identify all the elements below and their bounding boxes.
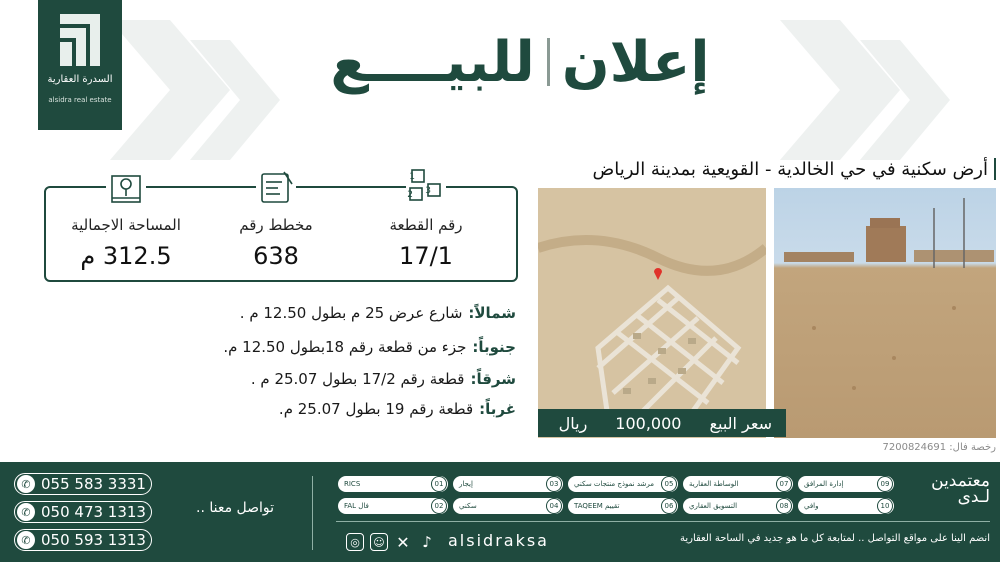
- phone-number: 050 593 1313: [41, 531, 146, 549]
- title-part-2: للبيــــع: [330, 29, 535, 95]
- badge-10: [798, 498, 894, 514]
- instagram-icon[interactable]: ◎: [346, 533, 364, 551]
- whatsapp-icon: ✆: [17, 475, 35, 493]
- footer-hline: [336, 521, 990, 522]
- badge-number: 06: [661, 498, 677, 514]
- title-marker: [994, 158, 996, 180]
- badge-06: [568, 498, 678, 514]
- badge-name: فال FAL: [344, 502, 369, 510]
- boundary-east: [251, 370, 516, 388]
- badge-name: تقييم TAQEEM: [574, 502, 620, 510]
- info-value: 17/1: [399, 242, 453, 270]
- badge-09: [798, 476, 894, 492]
- badge-05: [568, 476, 678, 492]
- badge-number: 04: [546, 498, 562, 514]
- badge-03: [453, 476, 563, 492]
- svg-text:3: 3: [425, 186, 431, 196]
- price-currency: ريال: [558, 413, 588, 433]
- badge-name: RICS: [344, 480, 361, 488]
- boundary-direction: غرباً:: [479, 400, 516, 418]
- info-plot-number: [356, 172, 496, 280]
- property-title: [520, 155, 996, 183]
- info-label: المساحة الاجمالية: [71, 216, 181, 234]
- svg-text:1: 1: [409, 172, 415, 182]
- badge-name: إيجار: [459, 480, 473, 488]
- badge-number: 03: [546, 476, 562, 492]
- boundary-south: [223, 338, 516, 356]
- title-part-1: إعلان: [561, 29, 710, 95]
- property-info-box: [44, 172, 518, 282]
- price-label: سعر البيع: [709, 413, 772, 433]
- info-value: 638: [253, 242, 299, 270]
- license-number: رخصة فال: 7200824691: [882, 442, 996, 453]
- whatsapp-icon: ✆: [17, 503, 35, 521]
- phone-1[interactable]: [14, 473, 152, 495]
- badge-name: التسويق العقاري: [689, 502, 738, 510]
- svg-text:2: 2: [407, 190, 413, 200]
- property-title-text: أرض سكنية في حي الخالدية - القويعية بمدينة الرياض: [592, 158, 988, 180]
- phone-2[interactable]: [14, 501, 152, 523]
- badge-name: الوساطة العقارية: [689, 480, 739, 488]
- logo-text-en: alsidra real estate: [48, 96, 112, 104]
- price-bar: [538, 409, 786, 437]
- boundary-west: [279, 400, 516, 418]
- page-title: [300, 22, 740, 102]
- info-label: رقم القطعة: [389, 216, 463, 234]
- blueprint-icon: [256, 168, 296, 208]
- site-photo: [774, 188, 996, 438]
- phone-number: 050 473 1313: [41, 503, 146, 521]
- badge-number: 09: [877, 476, 893, 492]
- badge-02: [338, 498, 448, 514]
- badge-name: مرشد نموذج منتجات سكني: [574, 480, 654, 488]
- badge-name: إدارة المرافق: [804, 480, 844, 488]
- logo-mark-icon: [60, 14, 100, 66]
- brand-logo: [38, 0, 122, 130]
- badge-number: 02: [431, 498, 447, 514]
- plot-numbers-icon: [406, 168, 446, 208]
- boundary-direction: شمالاً:: [468, 304, 516, 322]
- badge-number: 07: [776, 476, 792, 492]
- badge-number: 01: [431, 476, 447, 492]
- badge-name: وافي: [804, 502, 819, 510]
- whatsapp-icon: ✆: [17, 531, 35, 549]
- info-label: مخطط رقم: [239, 216, 313, 234]
- x-icon[interactable]: ✕: [396, 532, 410, 552]
- badge-01: [338, 476, 448, 492]
- boundary-text: قطعة رقم 17/2 بطول 25.07 م .: [250, 370, 465, 388]
- info-plan-number: [206, 188, 346, 280]
- footer-divider: [312, 476, 313, 550]
- map-area-icon: [106, 168, 146, 208]
- badge-07: [683, 476, 793, 492]
- logo-text-ar: السدرة العقارية: [47, 74, 113, 85]
- info-value: 312.5 م: [80, 242, 172, 270]
- satellite-map-image: [538, 188, 766, 438]
- phone-number: 055 583 3331: [41, 475, 146, 493]
- phone-3[interactable]: [14, 529, 152, 551]
- badge-number: 08: [776, 498, 792, 514]
- badge-number: 10: [877, 498, 893, 514]
- boundary-text: جزء من قطعة رقم 18بطول 12.50 م.: [223, 338, 467, 356]
- boundary-direction: جنوباً:: [472, 338, 516, 356]
- snapchat-icon[interactable]: ☺: [370, 533, 388, 551]
- badge-08: [683, 498, 793, 514]
- boundary-text: شارع عرض 25 م بطول 12.50 م .: [239, 304, 463, 322]
- badge-name: سكني: [459, 502, 477, 510]
- accredited-label: معتمدين لـدى: [931, 471, 990, 507]
- join-text: انضم الينا على مواقع التواصل .. لمتابعة كل ما هو جديد في الساحة العقارية: [679, 533, 990, 544]
- price-value: 100,000: [615, 413, 682, 433]
- info-total-area: [56, 188, 196, 280]
- contact-label: تواصل معنا ..: [196, 500, 275, 516]
- boundary-north: [240, 304, 516, 322]
- boundary-text: قطعة رقم 19 بطول 25.07 م.: [278, 400, 474, 418]
- social-handle[interactable]: alsidraksa: [448, 531, 549, 550]
- badge-number: 05: [661, 476, 677, 492]
- badge-04: [453, 498, 563, 514]
- boundary-direction: شرقاً:: [470, 370, 516, 388]
- tiktok-icon[interactable]: ♪: [422, 533, 432, 551]
- title-divider: [547, 38, 550, 86]
